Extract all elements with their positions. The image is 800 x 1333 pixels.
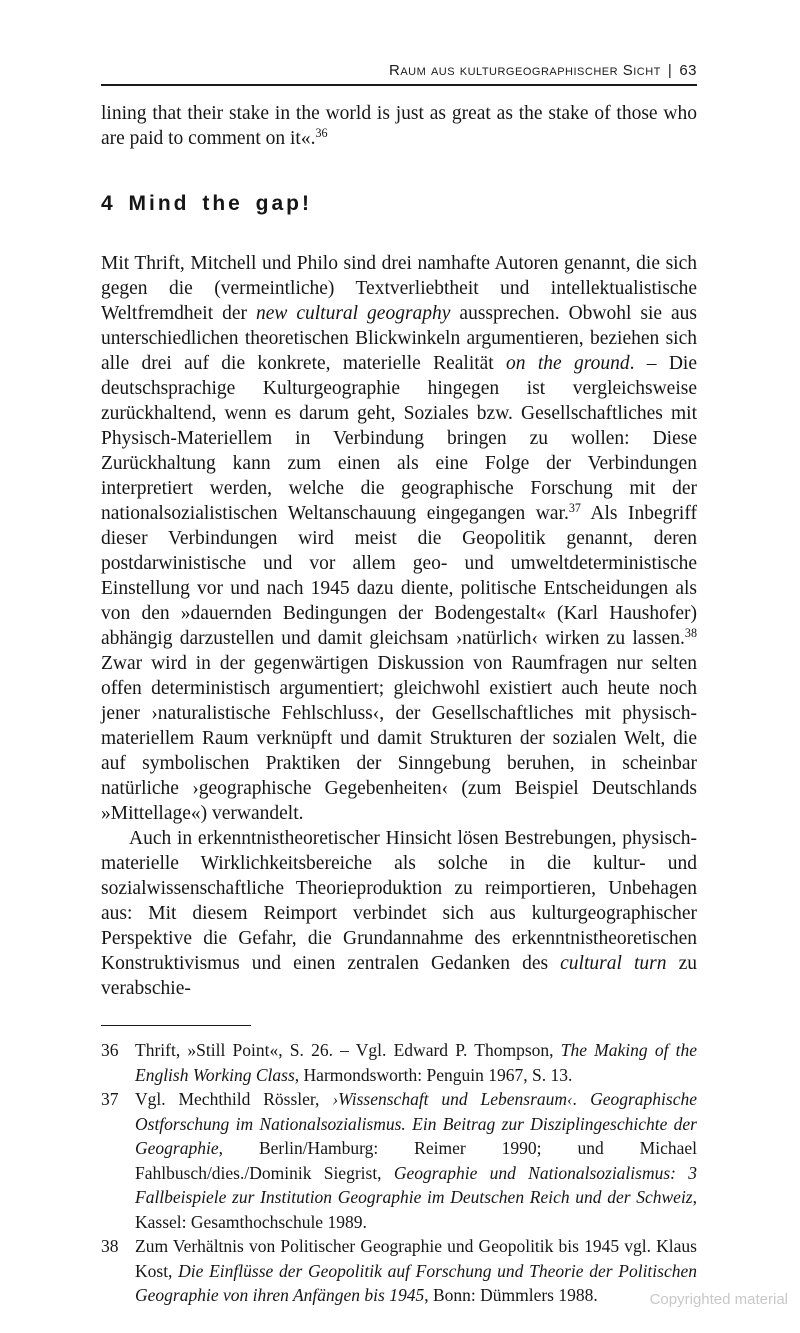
section-heading: 4 Mind the gap! bbox=[101, 192, 312, 215]
text-run: Zum Verhältnis von Politischer Geographie und Geopolitik bis 1945 vgl. Klaus Kost, bbox=[135, 1236, 697, 1281]
header-divider: | bbox=[667, 62, 673, 79]
italic-text-run: new cultural geography bbox=[255, 303, 451, 324]
text-run: lining that their stake in the world is just as great as the stake of those who are paid to comment on it«. bbox=[101, 103, 697, 149]
italic-text-run: Die Einflüsse der Geopolitik auf Forschung und Theorie der Politischen Geographie von ihren Anfängen bis 1945 bbox=[135, 1260, 697, 1305]
text-run: zu verabschie- bbox=[101, 953, 697, 999]
italic-text-run: on the ground bbox=[506, 353, 630, 374]
footnote-separator-rule bbox=[101, 1025, 251, 1026]
text-run: , Bonn: Dümmlers 1988. bbox=[424, 1285, 598, 1305]
footnote-block bbox=[101, 1038, 697, 1308]
footnote-text bbox=[135, 1038, 697, 1087]
text-run: aussprechen. Obwohl sie aus unterschiedlichen theoretischen Blickwinkeln argumentieren, beziehen sich alle drei auf die konkrete, materielle Realität bbox=[101, 303, 697, 374]
text-run: Auch in erkenntnistheoretischer Hinsicht lösen Bestrebungen, physisch-materielle Wirklichkeitsbereiche als solche in die kultur- und sozialwissenschaftliche Theorieproduktion zu reimportieren, Unbehagen aus: Mit diesem Reimport verbindet sich aus kulturgeographischer Perspektive die Gefahr, die Grundannahme des erkenntnistheoretischen Konstruktivismus und einen zentralen Gedanken des bbox=[101, 828, 697, 974]
text-run: Als Inbegriff dieser Verbindungen wird meist die Geopolitik genannt, deren postdarwinistische und vor allem geo- und umweltdeterministische Einstellung vor und nach 1945 dazu diente, politische Entscheidungen als von den »dauernden Bedingungen der Bodengestalt« (Karl Haushofer) abhängig darzustellen und damit gleichsam ›natürlich‹ wirken zu lassen. bbox=[101, 503, 697, 649]
page-number: 63 bbox=[679, 62, 697, 79]
footnote-number: 36 bbox=[101, 1040, 119, 1060]
chapter-title: Raum aus kulturgeographischer Sicht bbox=[389, 62, 661, 79]
text-run: . – Die deutschsprachige Kulturgeographie hingegen ist vergleichsweise zurückhaltend, wenn es darum geht, Soziales bzw. Gesellschaftliches mit Physisch-Materiellem in Verbindung bringen zu wollen: Diese Zurückhaltung kann zum einen als eine Folge der Verbindungen interpretiert werden, welche die geographische Forschung mit der nationalsozialistischen Weltanschauung eingegangen war. bbox=[101, 353, 698, 524]
italic-text-run: The Making of the English Working Class bbox=[135, 1040, 698, 1085]
copyright-watermark: Copyrighted material bbox=[649, 1291, 788, 1308]
footnote-37 bbox=[101, 1087, 697, 1234]
footnote-reference: 37 bbox=[568, 501, 581, 516]
text-run: Thrift, »Still Point«, S. 26. – Vgl. Edward P. Thompson, bbox=[135, 1040, 561, 1060]
body-paragraph-2 bbox=[101, 826, 697, 1001]
footnote-38 bbox=[101, 1234, 697, 1308]
text-run: Vgl. Mechthild Rössler, bbox=[135, 1089, 333, 1109]
italic-text-run: cultural turn bbox=[560, 953, 667, 974]
italic-text-run: ›Wissenschaft und Lebensraum‹. Geographische Ostforschung im Nationalsozialismus. Ein Beitrag zur Disziplingeschichte der Geographie bbox=[135, 1089, 697, 1158]
italic-text-run: Geographie und Nationalsozialismus: 3 Fallbeispiele zur Institution Geographie im Deutschen Reich und der Schweiz bbox=[135, 1162, 697, 1207]
footnote-number: 38 bbox=[101, 1236, 119, 1256]
footnote-reference: 38 bbox=[684, 626, 697, 641]
header-rule bbox=[101, 84, 697, 86]
text-run: Zwar wird in der gegenwärtigen Diskussion von Raumfragen nur selten offen deterministisch argumentiert; gleichwohl existiert auch heute noch jener ›naturalistische Fehlschluss‹, der Gesellschaftliches mit physisch-materiellem Raum verknüpft und damit Strukturen der sozialen Welt, die auf symbolischen Praktiken der Sinngebung beruhen, in scheinbar natürliche ›geographische Gegebenheiten‹ (zum Beispiel Deutschlands »Mittellage«) verwandelt. bbox=[101, 653, 697, 824]
footnote-36 bbox=[101, 1038, 697, 1087]
footnote-reference: 36 bbox=[315, 126, 328, 141]
continued-paragraph bbox=[101, 101, 697, 151]
text-column bbox=[101, 101, 697, 1308]
footnote-text bbox=[135, 1087, 697, 1234]
footnote-number: 37 bbox=[101, 1089, 119, 1109]
text-run: , Harmondsworth: Penguin 1967, S. 13. bbox=[294, 1064, 573, 1085]
text-run: , Berlin/Hamburg: Reimer 1990; und Michael Fahlbusch/dies./Dominik Siegrist, bbox=[135, 1138, 697, 1183]
text-run: , Kassel: Gesamthochschule 1989. bbox=[135, 1187, 697, 1232]
body-paragraph-1 bbox=[101, 251, 697, 826]
text-run: Mit Thrift, Mitchell und Philo sind drei namhafte Autoren genannt, die sich gegen die (vermeintliche) Textverliebtheit und intellektualistische Weltfremdheit der bbox=[101, 253, 697, 324]
running-head bbox=[101, 62, 697, 79]
footnote-text bbox=[135, 1234, 697, 1308]
